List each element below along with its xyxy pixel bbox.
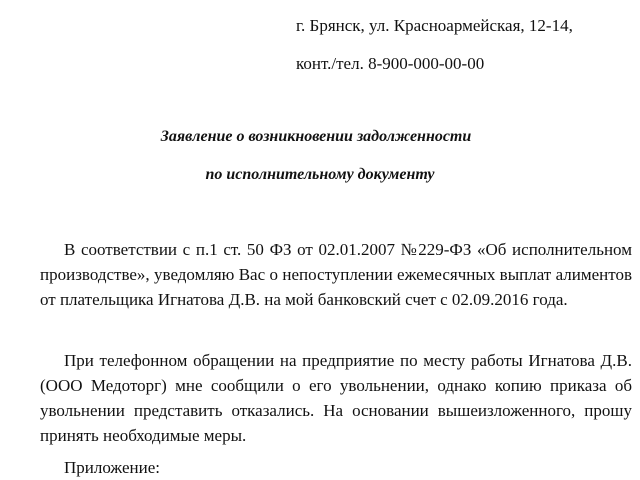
attachment-label: Приложение: — [64, 458, 160, 477]
document-title-line1: Заявление о возникновении задолженности — [160, 128, 472, 145]
body-paragraph-2: При телефонном обращении на предприятие по месту работы Игнатова Д.В. (ООО Медоторг) мне сообщили о его увольнении, однако копию приказа об увольнении представить отказались. На основании вышеизложенного, прошу принять необходимые меры. — [40, 351, 632, 445]
body-paragraph-1: В соответствии с п.1 ст. 50 ФЗ от 02.01.2007 №229-ФЗ «Об исполнительном производстве», уведомляю Вас о непоступлении ежемесячных выплат алиментов от плательщика Игнатова Д.В. на мой банковский счет с 02.09.2016 года. — [40, 240, 632, 309]
sender-address: г. Брянск, ул. Красноармейская, 12-14, — [296, 16, 573, 35]
document-title-line2: по исполнительному документу — [205, 166, 435, 183]
sender-contact: конт./тел. 8-900-000-00-00 — [296, 54, 485, 73]
